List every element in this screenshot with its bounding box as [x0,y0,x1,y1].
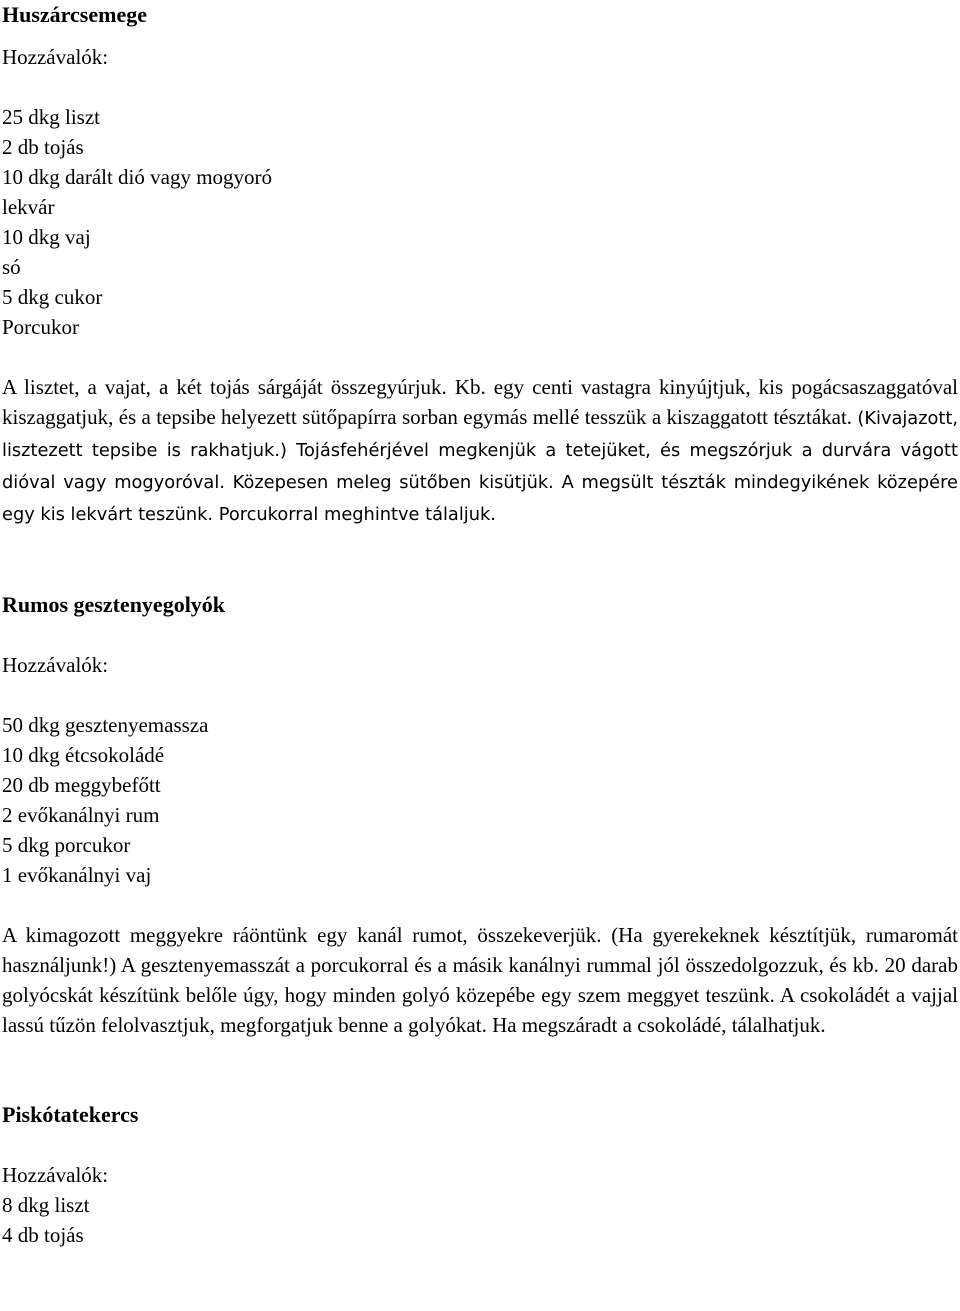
list-item: 2 evőkanálnyi rum [2,803,160,827]
recipe-document [2,0,958,1250]
list-item: 25 dkg liszt [2,105,100,129]
instructions-paragraph: A kimagozott meggyekre ráöntünk egy kanál rumot, összekeverjük. (Ha gyerekeknek késztítjük, rumaromát használjunk!) A gesztenyemasszát a porcukorral és a másik kanálnyi rummal jól összedolgozzuk, és kb. 20 darab golyócskát készítünk belőle úgy, hogy minden golyó közepébe egy szem meggyet teszünk. A csokoládét a vajjal lassú tűzön felolvasztjuk, megforgatjuk benne a golyókat. Ha megszáradt a csokoládé, tálalhatjuk. [2,923,958,1037]
ingredient-list [2,1190,958,1250]
list-item: 4 db tojás [2,1223,84,1247]
instructions-rest: (Kivajazott, lisztezett tepsibe is rakhatjuk.) Tojásfehérjével megkenjük a tetejüket, és megszórjuk a durvára vágott dióval vagy mogyoróval. Közepesen meleg sütőben kisütjük. A megsült tészták mindegyikének közepére egy kis lekvárt teszünk. Porcukorral meghintve tálaljuk. [2,408,959,525]
list-item: 1 evőkanálnyi vaj [2,863,152,887]
list-item: só [2,255,21,279]
ingredient-list [2,102,958,342]
ingredient-list [2,710,958,890]
list-item: 20 db meggybefőtt [2,773,161,797]
recipe-huszarcsemege [2,0,958,530]
instructions-paragraph [2,372,958,530]
ingredients-label: Hozzávalók: [2,653,109,677]
instructions-lead: A lisztet, a vajat, a két tojás sárgáját összegyúrjuk. Kb. egy centi vastagra kinyújtjuk, kis pogácsaszaggatóval kiszaggatjuk, és a tepsibe helyezett sütőpapírra sorban egymás mellé tesszük a kiszaggatott tésztákat. [2,375,958,429]
list-item: lekvár [2,195,55,219]
recipe-rumos-gesztenyegolyok [2,590,958,1040]
list-item: 5 dkg cukor [2,285,103,309]
recipe-piskotatekercs [2,1100,958,1250]
list-item: Porcukor [2,315,79,339]
list-item: 50 dkg gesztenyemassza [2,713,209,737]
recipe-title: Piskótatekercs [2,1102,139,1127]
recipe-title: Rumos gesztenyegolyók [2,592,226,617]
list-item: 2 db tojás [2,135,84,159]
ingredients-label: Hozzávalók: [2,45,109,69]
ingredients-label: Hozzávalók: [2,1163,109,1187]
list-item: 10 dkg darált dió vagy mogyoró [2,165,273,189]
list-item: 8 dkg liszt [2,1193,90,1217]
list-item: 10 dkg vaj [2,225,91,249]
list-item: 5 dkg porcukor [2,833,131,857]
list-item: 10 dkg étcsokoládé [2,743,165,767]
recipe-title: Huszárcsemege [2,2,147,27]
